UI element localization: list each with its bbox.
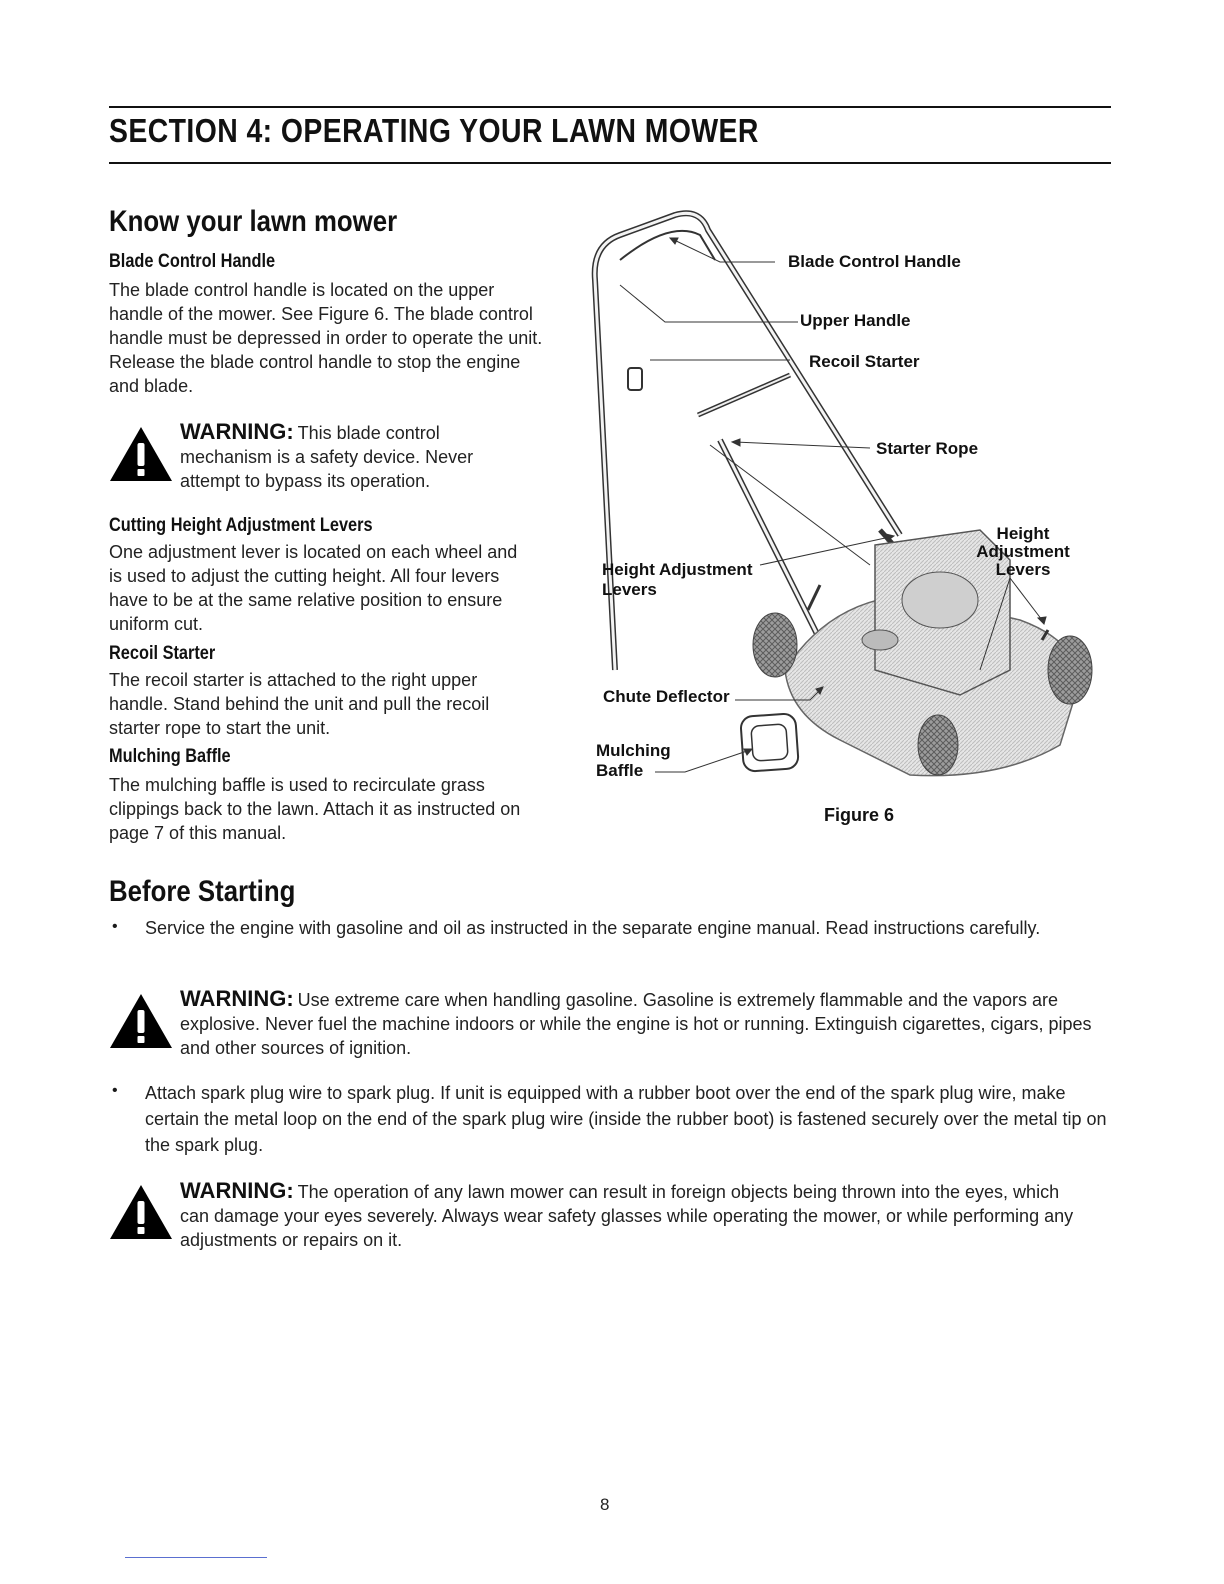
- warning-icon: [108, 425, 174, 483]
- label-chute-deflector: Chute Deflector: [603, 687, 730, 706]
- bullet-spark-plug: Attach spark plug wire to spark plug. If unit is equipped with a rubber boot over the end of the spark plug wire, make certain the metal loop on the end of the spark plug wire (inside the rubber boot) is fastened securely over the metal tip on the spark plug.: [145, 1083, 1107, 1155]
- warning-blade-text: [180, 420, 510, 493]
- blade-control-title: Blade Control Handle: [109, 251, 276, 272]
- cutting-height-title: Cutting Height Adjustment Levers: [109, 515, 373, 536]
- label-height-left-line2: Levers: [602, 580, 657, 599]
- label-height-right-line2: Adjustment: [976, 542, 1070, 561]
- before-starting-heading: Before Starting: [109, 875, 296, 908]
- top-rule: [109, 106, 1111, 108]
- label-height-left-line1: Height Adjustment: [602, 560, 753, 579]
- label-mulching-baffle: [596, 741, 671, 781]
- warning-label: WARNING:: [180, 419, 294, 444]
- label-starter-rope: Starter Rope: [876, 439, 979, 458]
- footer-line: [125, 1557, 267, 1558]
- page-number: 8: [600, 1495, 610, 1514]
- label-recoil-starter: Recoil Starter: [809, 352, 920, 371]
- warning-body: This blade control mechanism is a safety device. Never attempt to bypass its operation.: [180, 423, 474, 491]
- label-mulching-line1: Mulching: [596, 741, 671, 760]
- blade-control-text: The blade control handle is located on the upper handle of the mower. See Figure 6. The blade control handle must be depressed in order to operate the unit. Release the blade control handle to stop the engine and blade.: [109, 280, 543, 396]
- label-height-right-line1: Height: [996, 524, 1050, 543]
- warning-body: Use extreme care when handling gasoline. Gasoline is extremely flammable and the vapors are explosive. Never fuel the machine indoors or while the engine is hot or running. Extinguish cigarettes, cigars, pipes and other sources of ignition.: [180, 990, 1092, 1058]
- label-upper-handle: Upper Handle: [800, 311, 911, 330]
- warning-label: WARNING:: [180, 1178, 294, 1203]
- warning-icon: [108, 1183, 174, 1241]
- know-heading: Know your lawn mower: [109, 205, 398, 238]
- bullet-marker: •: [112, 1082, 118, 1099]
- recoil-starter-title: Recoil Starter: [109, 643, 216, 664]
- mulching-baffle-title: Mulching Baffle: [109, 746, 231, 767]
- label-height-adjustment-left: [602, 560, 752, 600]
- warning-body: The operation of any lawn mower can result in foreign objects being thrown into the eyes, which can damage your eyes severely. Always wear safety glasses while operating the mower, or while performing any adjustments or repairs on it.: [180, 1182, 1074, 1250]
- bullet-marker: •: [112, 918, 118, 935]
- warning-eyes-text: [180, 1179, 1090, 1252]
- warning-icon: [108, 992, 174, 1050]
- warning-gasoline-text: [180, 987, 1115, 1060]
- label-blade-control-handle: Blade Control Handle: [788, 252, 961, 271]
- label-height-adjustment-right: [975, 524, 1071, 580]
- section-title: SECTION 4: OPERATING YOUR LAWN MOWER: [109, 112, 759, 149]
- label-mulching-line2: Baffle: [596, 761, 644, 780]
- lawn-mower-figure: [580, 200, 1100, 800]
- cutting-height-text: One adjustment lever is located on each wheel and is used to adjust the cutting height. All four levers have to be at the same relative position to ensure uniform cut.: [109, 542, 518, 634]
- title-rule: [109, 162, 1111, 164]
- bullet-service-engine: Service the engine with gasoline and oil as instructed in the separate engine manual. Read instructions carefully.: [145, 918, 1041, 938]
- figure-caption: Figure 6: [824, 805, 895, 825]
- mulching-baffle-text: The mulching baffle is used to recirculate grass clippings back to the lawn. Attach it as instructed on page 7 of this manual.: [109, 775, 521, 843]
- warning-label: WARNING:: [180, 986, 294, 1011]
- recoil-starter-text: The recoil starter is attached to the right upper handle. Stand behind the unit and pull the recoil starter rope to start the unit.: [109, 670, 490, 738]
- label-height-right-line3: Levers: [995, 560, 1051, 579]
